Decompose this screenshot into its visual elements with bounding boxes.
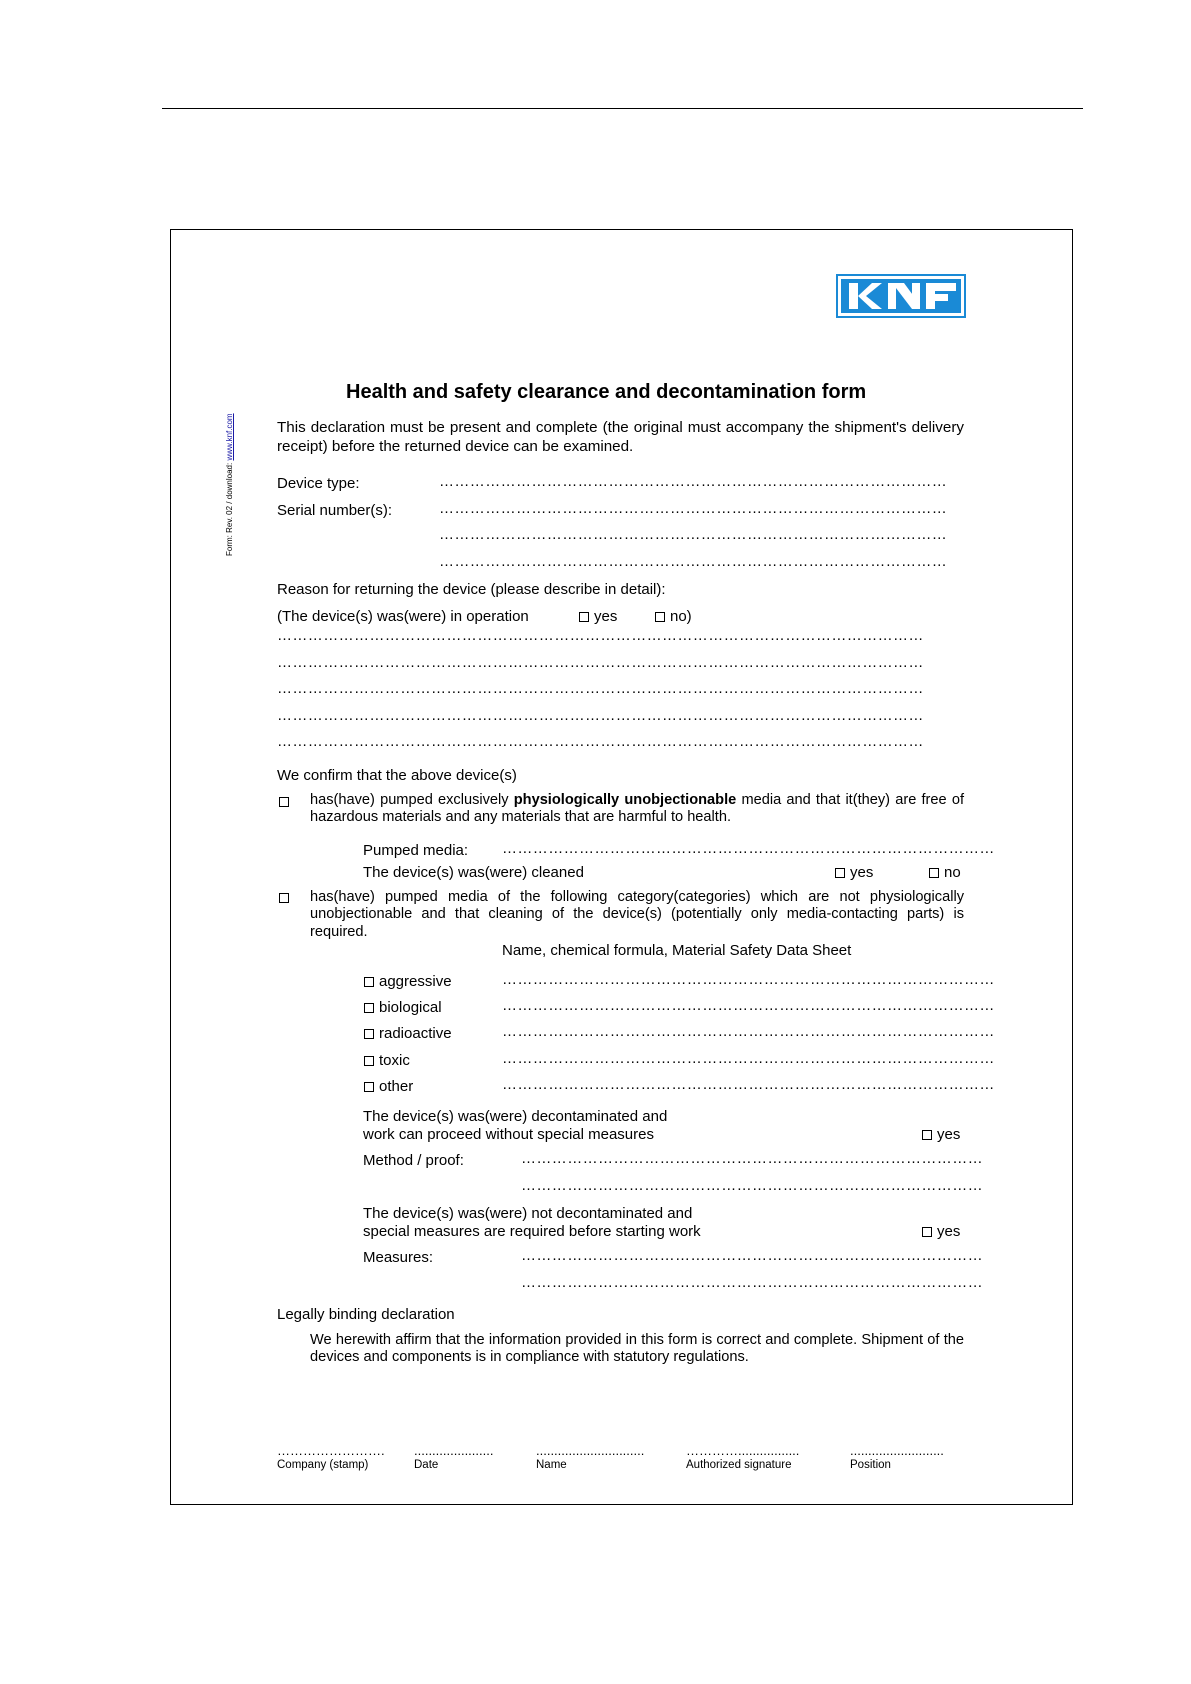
- side-note-link[interactable]: www.knf.com: [225, 413, 234, 461]
- checkbox-icon[interactable]: [364, 977, 374, 987]
- signature-company-label: Company (stamp): [277, 1459, 369, 1471]
- category-other-field[interactable]: ……………………………………………………………………………………: [502, 1076, 995, 1093]
- checkbox-icon[interactable]: [579, 612, 589, 622]
- not-decontaminated-line1: The device(s) was(were) not decontaminated and: [363, 1205, 693, 1222]
- checkbox-icon[interactable]: [364, 1029, 374, 1039]
- checkbox-icon[interactable]: [835, 868, 845, 878]
- signature-authorized-dots[interactable]: ………….................: [686, 1443, 800, 1458]
- decontaminated-yes-label: yes: [937, 1126, 961, 1143]
- decontaminated-yes[interactable]: [922, 1126, 960, 1143]
- confirm-label: We confirm that the above device(s): [277, 767, 517, 784]
- legal-label: Legally binding declaration: [277, 1306, 455, 1323]
- signature-date-dots[interactable]: ......................: [414, 1443, 494, 1458]
- category-label: other: [379, 1078, 414, 1095]
- side-note: [225, 413, 234, 556]
- signature-name-dots[interactable]: ..............................: [536, 1443, 645, 1458]
- cleaned-no[interactable]: [929, 864, 961, 881]
- checkbox-icon[interactable]: [922, 1130, 932, 1140]
- serial-field-3[interactable]: ………………………………………………………………………………………: [439, 553, 948, 570]
- measures-label: Measures:: [363, 1249, 434, 1266]
- category-label: radioactive: [379, 1025, 452, 1042]
- option1-bold: physiologically unobjectionable: [513, 792, 737, 808]
- option2-text: has(have) pumped media of the following category(categories) which are not physiologically unobjectionable and that cleaning of the device(s) (potentially only media-contacting parts) is required.: [310, 889, 964, 940]
- category-label: aggressive: [379, 973, 452, 990]
- operation-no-label: no): [670, 608, 692, 625]
- decontaminated-line2: work can proceed without special measures: [363, 1126, 654, 1143]
- pumped-media-field[interactable]: ……………………………………………………………………………………: [502, 840, 995, 857]
- category-radioactive[interactable]: [364, 1025, 452, 1042]
- measures-field-2[interactable]: ………………………………………………………………………………: [521, 1274, 983, 1291]
- signature-company-dots[interactable]: …………………….: [277, 1443, 385, 1458]
- reason-line-4[interactable]: ………………………………………………………………………………………………………………: [277, 707, 924, 724]
- signature-date-label: Date: [414, 1459, 439, 1471]
- cleaned-no-label: no: [944, 864, 961, 881]
- category-aggressive-field[interactable]: ……………………………………………………………………………………: [502, 971, 995, 988]
- knf-logo-mark: [836, 274, 966, 318]
- serial-field-1[interactable]: ………………………………………………………………………………………: [439, 500, 948, 517]
- not-decontaminated-yes[interactable]: [922, 1223, 960, 1240]
- checkbox-icon[interactable]: [364, 1082, 374, 1092]
- method-label: Method / proof:: [363, 1152, 464, 1169]
- signature-position-label: Position: [850, 1459, 891, 1471]
- reason-line-5[interactable]: ………………………………………………………………………………………………………………: [277, 733, 924, 750]
- checkbox-icon[interactable]: [922, 1227, 932, 1237]
- operation-yes-label: yes: [594, 608, 618, 625]
- signature-authorized-label: Authorized signature: [686, 1459, 792, 1471]
- operation-yes[interactable]: [579, 608, 617, 625]
- checkbox-icon[interactable]: [929, 868, 939, 878]
- operation-label: (The device(s) was(were) in operation: [277, 608, 529, 625]
- category-toxic-field[interactable]: ……………………………………………………………………………………: [502, 1050, 995, 1067]
- category-label: toxic: [379, 1052, 410, 1069]
- header-rule: [162, 108, 1083, 109]
- reason-label: Reason for returning the device (please describe in detail):: [277, 581, 666, 598]
- checkbox-icon[interactable]: [364, 1056, 374, 1066]
- category-other[interactable]: [364, 1078, 413, 1095]
- cleaned-yes[interactable]: [835, 864, 873, 881]
- measures-field-1[interactable]: ………………………………………………………………………………: [521, 1247, 983, 1264]
- cleaned-label: The device(s) was(were) cleaned: [363, 864, 584, 881]
- category-toxic[interactable]: [364, 1052, 410, 1069]
- pumped-media-label: Pumped media:: [363, 842, 469, 859]
- msds-header: Name, chemical formula, Material Safety Data Sheet: [502, 942, 852, 959]
- serial-label: Serial number(s):: [277, 502, 393, 519]
- logo-text: [836, 274, 837, 275]
- decontaminated-line1: The device(s) was(were) decontaminated and: [363, 1108, 668, 1125]
- form-title: Health and safety clearance and decontamination form: [346, 381, 867, 403]
- operation-no[interactable]: [655, 608, 692, 625]
- signature-position-dots[interactable]: ..........................: [850, 1443, 944, 1458]
- option1-post: media and that it(they) are free of hazardous materials and any materials that are harmful to health.: [310, 792, 965, 825]
- knf-logo: [836, 274, 966, 323]
- legal-text: We herewith affirm that the information provided in this form is correct and complete. Shipment of the devices and components is in compliance with statutory regulations.: [310, 1332, 964, 1366]
- cleaned-yes-label: yes: [850, 864, 874, 881]
- method-field-2[interactable]: ………………………………………………………………………………: [521, 1177, 983, 1194]
- checkbox-icon[interactable]: [364, 1003, 374, 1013]
- serial-field-2[interactable]: ………………………………………………………………………………………: [439, 526, 948, 543]
- reason-line-2[interactable]: ………………………………………………………………………………………………………………: [277, 654, 924, 671]
- device-type-field[interactable]: ………………………………………………………………………………………: [439, 473, 948, 490]
- category-label: biological: [379, 999, 442, 1016]
- not-decontaminated-line2: special measures are required before starting work: [363, 1223, 701, 1240]
- reason-line-3[interactable]: ………………………………………………………………………………………………………………: [277, 680, 924, 697]
- category-radioactive-field[interactable]: ……………………………………………………………………………………: [502, 1023, 995, 1040]
- category-biological-field[interactable]: ……………………………………………………………………………………: [502, 997, 995, 1014]
- intro-text: This declaration must be present and complete (the original must accompany the shipment's delivery receipt) before the returned device can be examined.: [277, 419, 964, 455]
- not-decontaminated-yes-label: yes: [937, 1223, 961, 1240]
- category-biological[interactable]: [364, 999, 442, 1016]
- option1-checkbox[interactable]: [279, 797, 289, 807]
- device-type-label: Device type:: [277, 475, 360, 492]
- option1-pre: has(have) pumped exclusively: [310, 792, 514, 808]
- reason-line-1[interactable]: ………………………………………………………………………………………………………………: [277, 627, 924, 644]
- option1-text: [310, 792, 964, 826]
- category-aggressive[interactable]: [364, 973, 452, 990]
- signature-name-label: Name: [536, 1459, 567, 1471]
- option2-checkbox[interactable]: [279, 893, 289, 903]
- method-field-1[interactable]: ………………………………………………………………………………: [521, 1150, 983, 1167]
- checkbox-icon[interactable]: [655, 612, 665, 622]
- side-note-prefix: Form: Rev. 02 / download:: [225, 460, 234, 556]
